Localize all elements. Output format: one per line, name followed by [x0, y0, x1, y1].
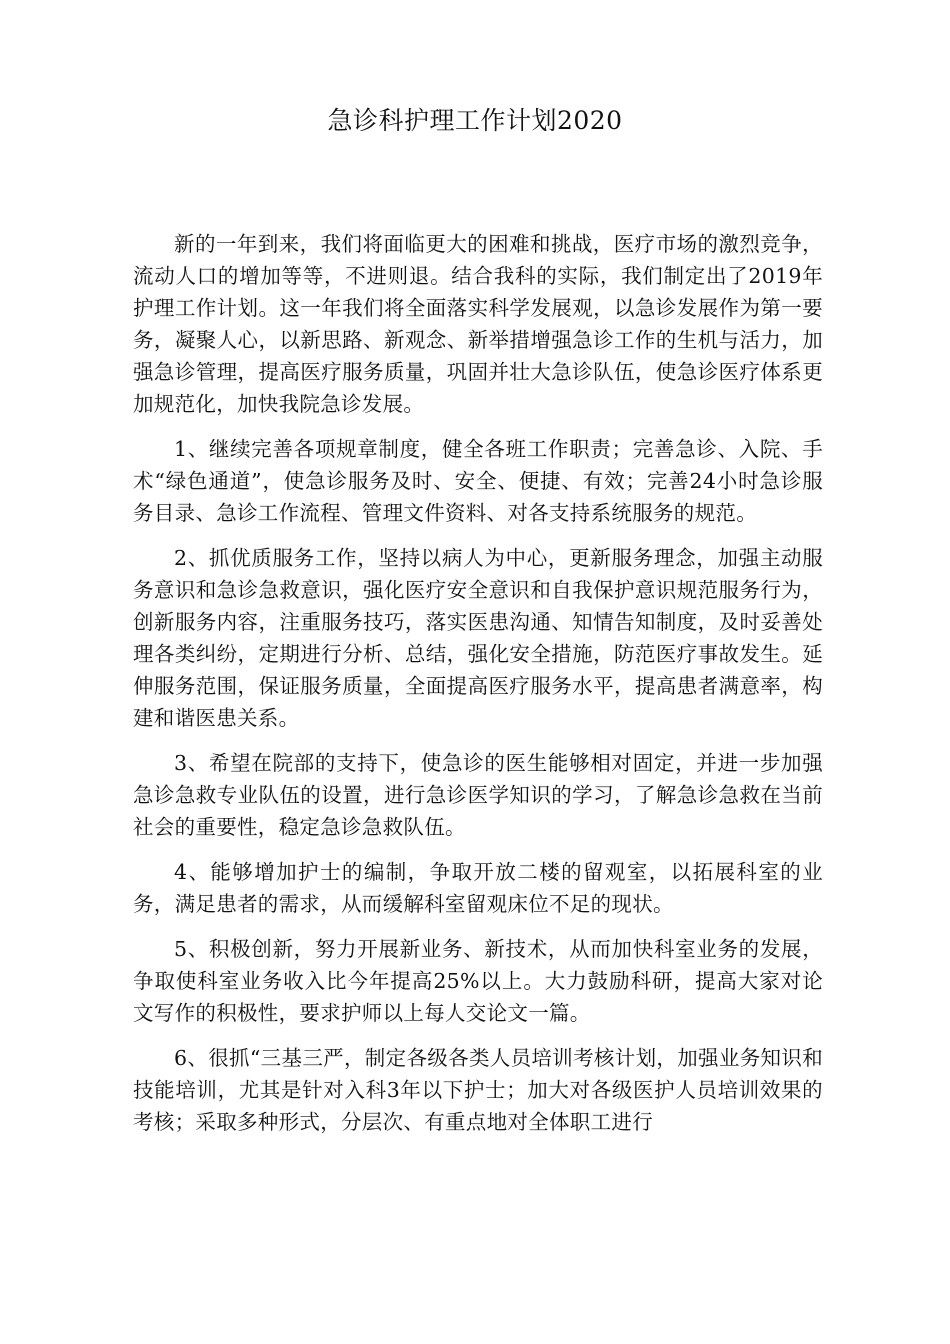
item-1-paragraph: 1、继续完善各项规章制度，健全各班工作职责；完善急诊、入院、手术“绿色通道”，使急诊服务及时、安全、便捷、有效；完善24小时急诊服务目录、急诊工作流程、管理文件资料、对各支持系统服务的规范。	[133, 437, 823, 525]
item-6-paragraph: 6、很抓“三基三严，制定各级各类人员培训考核计划，加强业务知识和技能培训，尤其是针对入科3年以下护士；加大对各级医护人员培训效果的考核；采取多种形式，分层次、有重点地对全体职工进行	[133, 1046, 823, 1134]
item-4-paragraph: 4、能够增加护士的编制，争取开放二楼的留观室，以拓展科室的业务，满足患者的需求，从而缓解科室留观床位不足的现状。	[133, 860, 823, 916]
item-5-paragraph: 5、积极创新，努力开展新业务、新技术，从而加快科室业务的发展，争取使科室业务收入比今年提高25%以上。大力鼓励科研，提高大家对论文写作的积极性，要求护师以上每人交论文一篇。	[133, 937, 823, 1025]
document-title: 急诊科护理工作计划2020	[327, 106, 623, 135]
document-body	[133, 228, 823, 1151]
intro-paragraph: 新的一年到来，我们将面临更大的困难和挑战，医疗市场的激烈竞争，流动人口的增加等等，不进则退。结合我科的实际，我们制定出了2019年护理工作计划。这一年我们将全面落实科学发展观，以急诊发展作为第一要务，凝聚人心，以新思路、新观念、新举措增强急诊工作的生机与活力，加强急诊管理，提高医疗服务质量，巩固并壮大急诊队伍，使急诊医疗体系更加规范化，加快我院急诊发展。	[133, 232, 823, 416]
item-3-paragraph: 3、希望在院部的支持下，使急诊的医生能够相对固定，并进一步加强急诊急救专业队伍的设置，进行急诊医学知识的学习，了解急诊急救在当前社会的重要性，稳定急诊急救队伍。	[133, 751, 823, 839]
item-2-paragraph: 2、抓优质服务工作，坚持以病人为中心，更新服务理念，加强主动服务意识和急诊急救意识，强化医疗安全意识和自我保护意识规范服务行为，创新服务内容，注重服务技巧，落实医患沟通、知情告知制度，及时妥善处理各类纠纷，定期进行分析、总结，强化安全措施，防范医疗事故发生。延伸服务范围，保证服务质量，全面提高医疗服务水平，提高患者满意率，构建和谐医患关系。	[133, 546, 823, 730]
